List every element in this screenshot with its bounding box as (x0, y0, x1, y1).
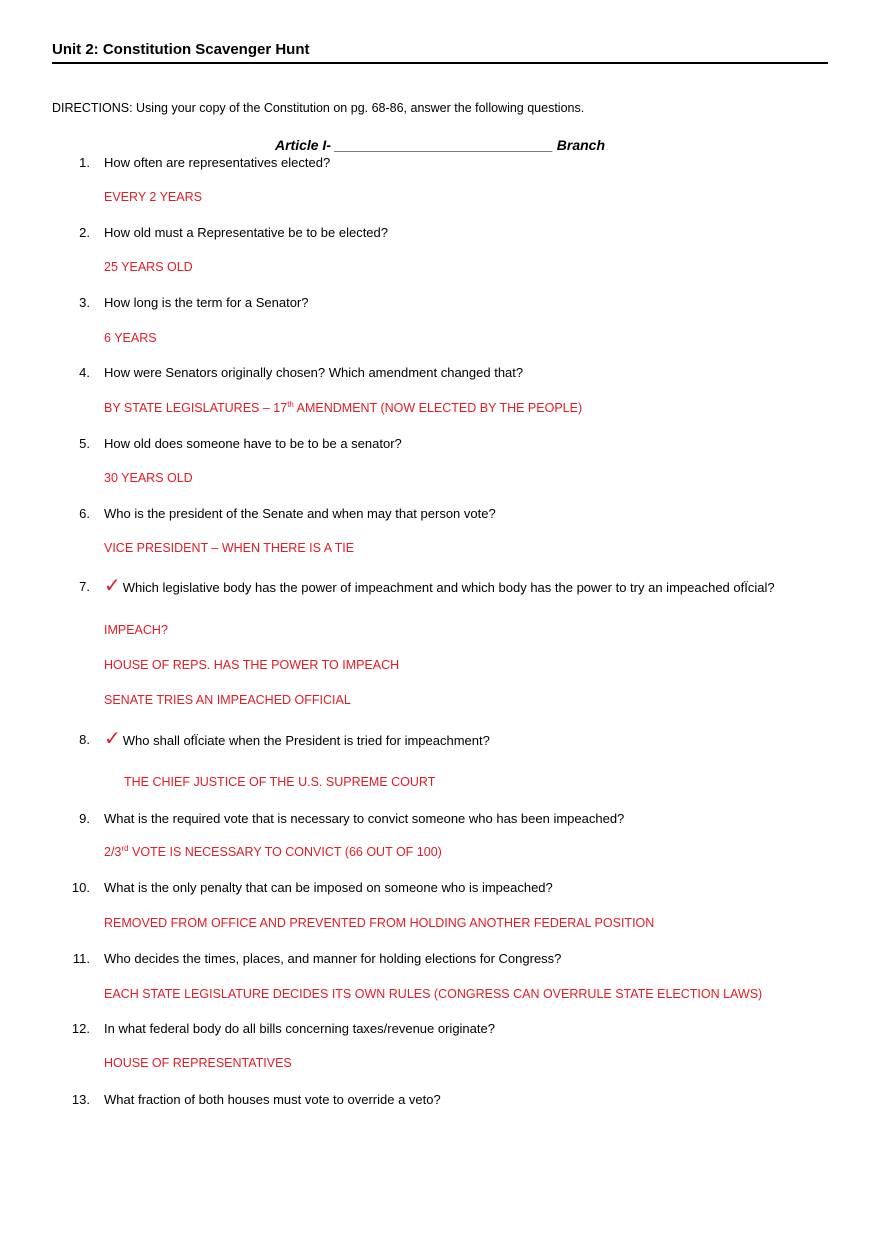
answer-7-line-2: HOUSE OF REPS. HAS THE POWER TO IMPEACH (104, 658, 400, 672)
question-text: How old does someone have to be to be a senator? (104, 436, 402, 451)
answer-text: AMENDMENT (NOW ELECTED BY THE PEOPLE) (293, 401, 583, 415)
question-text: How long is the term for a Senator? (104, 295, 309, 310)
question-number: 5. (79, 436, 90, 451)
answer-10: REMOVED FROM OFFICE AND PREVENTED FROM HOLDING ANOTHER FEDERAL POSITION (104, 916, 655, 930)
answer-7-line-1: IMPEACH? (104, 623, 168, 637)
question-text: Who shall ofÏciate when the President is tried for impeachment? (122, 733, 490, 748)
answer-4 (104, 400, 582, 416)
ordinal-suffix: th (287, 399, 294, 409)
answer-12: HOUSE OF REPRESENTATIVES (104, 1056, 292, 1070)
answer-2: 25 YEARS OLD (104, 260, 193, 274)
question-number: 8. (79, 732, 90, 747)
question-number: 6. (79, 506, 90, 521)
question-text: Which legislative body has the power of impeachment and which body has the power to try an impeached ofÏcial? (122, 580, 775, 595)
answer-6: VICE PRESIDENT – WHEN THERE IS A TIE (104, 541, 355, 555)
answer-text: BY STATE LEGISLATURES – 17 (104, 401, 288, 415)
question-text: How were Senators originally chosen? Which amendment changed that? (104, 365, 524, 380)
question-number: 3. (79, 295, 90, 310)
question-number: 9. (79, 811, 90, 826)
question-text: In what federal body do all bills concerning taxes/revenue originate? (104, 1021, 495, 1036)
question-text: What is the required vote that is necessary to convict someone who has been impeached? (104, 811, 625, 826)
question-text: What is the only penalty that can be imposed on someone who is impeached? (104, 880, 553, 895)
answer-11: EACH STATE LEGISLATURE DECIDES ITS OWN RULES (CONGRESS CAN OVERRULE STATE ELECTION LAWS) (104, 987, 763, 1001)
question-number: 11. (72, 951, 90, 966)
question-text: How old must a Representative be to be elected? (104, 225, 389, 240)
question-number: 12. (71, 1021, 90, 1036)
page-title: Unit 2: Constitution Scavenger Hunt (52, 40, 828, 64)
answer-text: 2/3 (104, 845, 122, 859)
answer-text: VOTE IS NECESSARY TO CONVICT (66 OUT OF 100) (128, 845, 442, 859)
answer-5: 30 YEARS OLD (104, 471, 193, 485)
checkmark-icon: ✓ (104, 728, 121, 750)
answer-1: EVERY 2 YEARS (104, 190, 202, 204)
section-heading: Article I- ____________________________ Branch (274, 137, 606, 153)
question-number: 2. (79, 225, 90, 240)
answer-3: 6 YEARS (104, 331, 157, 345)
question-number: 7. (79, 579, 90, 594)
question-text: What fraction of both houses must vote to override a veto? (104, 1092, 441, 1107)
answer-8: THE CHIEF JUSTICE OF THE U.S. SUPREME COURT (124, 775, 436, 789)
answer-7-line-3: SENATE TRIES AN IMPEACHED OFFICIAL (104, 693, 351, 707)
checkmark-icon: ✓ (104, 575, 121, 597)
question-number: 13. (71, 1092, 90, 1107)
question-text: How often are representatives elected? (104, 155, 331, 170)
question-text: Who is the president of the Senate and when may that person vote? (104, 506, 496, 521)
question-text: Who decides the times, places, and manner for holding elections for Congress? (104, 951, 562, 966)
question-number: 10. (71, 880, 90, 895)
ordinal-suffix: rd (121, 843, 129, 853)
answer-9 (104, 844, 442, 860)
question-number: 4. (79, 365, 90, 380)
directions: DIRECTIONS: Using your copy of the Constitution on pg. 68-86, answer the following questions. (52, 101, 585, 115)
question-number: 1. (79, 155, 90, 170)
